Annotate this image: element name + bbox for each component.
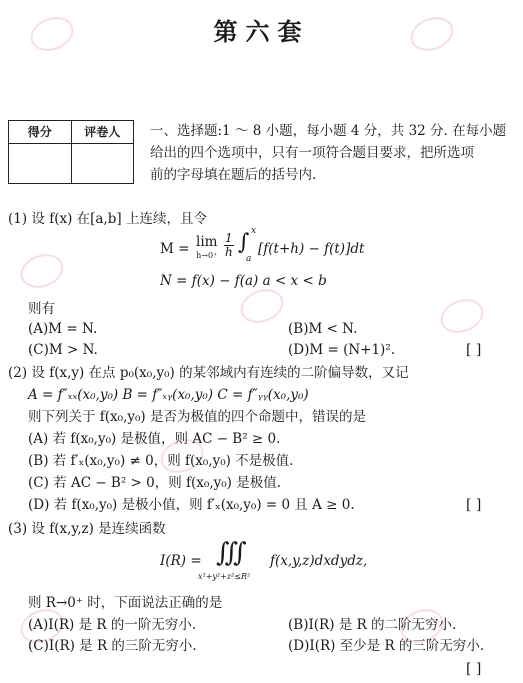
q1-int-lower: a <box>246 254 252 264</box>
q3-integrand: f(x,y,z)dxdydz, <box>270 553 368 569</box>
q1-fraction <box>224 232 234 259</box>
watermark <box>436 293 488 338</box>
q3-prompt: 则 R→0⁺ 时，下面说法正确的是 <box>28 595 223 611</box>
q1-m-lhs: M = <box>160 241 190 257</box>
q1-frac-den: h <box>224 245 233 259</box>
q2-option-b: (B) 若 f′ₓ(x₀,y₀) ≠ 0，则 f(x₀,y₀) 不是极值. <box>28 453 294 469</box>
q3-triple-integral-sign: ∭ <box>216 538 247 568</box>
score-table <box>8 120 134 184</box>
q1-then: 则有 <box>28 301 55 317</box>
q2-option-c: (C) 若 AC − B² > 0，则 f(x₀,y₀) 是极值. <box>28 475 281 491</box>
q2-option-d: (D) 若 f(x₀,y₀) 是极小值，则 f′ₓ(x₀,y₀) = 0 且 A ≥ 0. <box>28 497 355 513</box>
q1-n-def: N = f(x) − f(a) a < x < b <box>160 273 327 289</box>
q1-int-upper: x <box>251 226 257 236</box>
q1-option-d: (D)M = (N+1)². <box>288 342 396 358</box>
grader-cell <box>71 144 134 184</box>
q3-stem: (3) 设 f(x,y,z) 是连续函数 <box>8 521 166 537</box>
q2-answer-bracket: [ ] <box>466 497 482 513</box>
q1-stem: (1) 设 f(x) 在[a,b] 上连续，且令 <box>8 211 207 227</box>
q1-option-a: (A)M = N. <box>28 321 98 337</box>
grader-header: 评卷人 <box>71 121 134 143</box>
q1-lim-word: lim <box>196 234 218 250</box>
q3-option-b: (B)I(R) 是 R 的二阶无穷小. <box>288 617 457 633</box>
watermark <box>16 248 68 293</box>
section-instructions-line1: 一、选择题:1 ～ 8 小题，每小题 4 分，共 32 分. 在每小题 <box>150 123 507 139</box>
q1-lim-sub: h→0⁺ <box>196 251 218 260</box>
q2-definitions: A = f″ₓₓ(x₀,y₀) B = f″ₓᵧ(x₀,y₀) C = f″ᵧᵧ(x₀,y₀) <box>28 387 309 403</box>
q2-prompt: 则下列关于 f(x₀,y₀) 是否为极值的四个命题中，错误的是 <box>28 409 366 425</box>
q3-i-lhs: I(R) = <box>160 553 202 569</box>
q1-option-c: (C)M > N. <box>28 342 98 358</box>
q1-integrand: [f(t+h) − f(t)]dt <box>258 241 365 257</box>
q2-stem: (2) 设 f(x,y) 在点 p₀(x₀,y₀) 的某邻域内有连续的二阶偏导数，又记 <box>8 365 409 381</box>
q1-frac-num: 1 <box>225 231 233 245</box>
section-instructions-line3: 前的字母填在题后的括号内. <box>150 167 317 183</box>
q3-option-a: (A)I(R) 是 R 的一阶无穷小. <box>28 617 197 633</box>
q3-option-d: (D)I(R) 至少是 R 的三阶无穷小. <box>288 638 485 654</box>
q1-limit <box>196 233 217 260</box>
section-instructions-line2: 给出的四个选项中，只有一项符合题目要求，把所选项 <box>150 145 474 161</box>
q3-domain: x²+y²+z²≤R² <box>198 572 251 581</box>
score-cell <box>9 144 71 184</box>
q1-answer-bracket: [ ] <box>466 342 482 358</box>
q1-integral-sign: ∫ <box>238 230 250 255</box>
score-header: 得分 <box>27 125 52 139</box>
q1-option-b: (B)M < N. <box>288 321 358 337</box>
q3-answer-bracket: [ ] <box>466 661 482 677</box>
page-title: 第六套 <box>213 17 310 46</box>
watermark <box>236 283 288 328</box>
q3-option-c: (C)I(R) 是 R 的三阶无穷小. <box>28 638 197 654</box>
q2-option-a: (A) 若 f(x₀,y₀) 是极值，则 AC − B² ≥ 0. <box>28 431 281 447</box>
